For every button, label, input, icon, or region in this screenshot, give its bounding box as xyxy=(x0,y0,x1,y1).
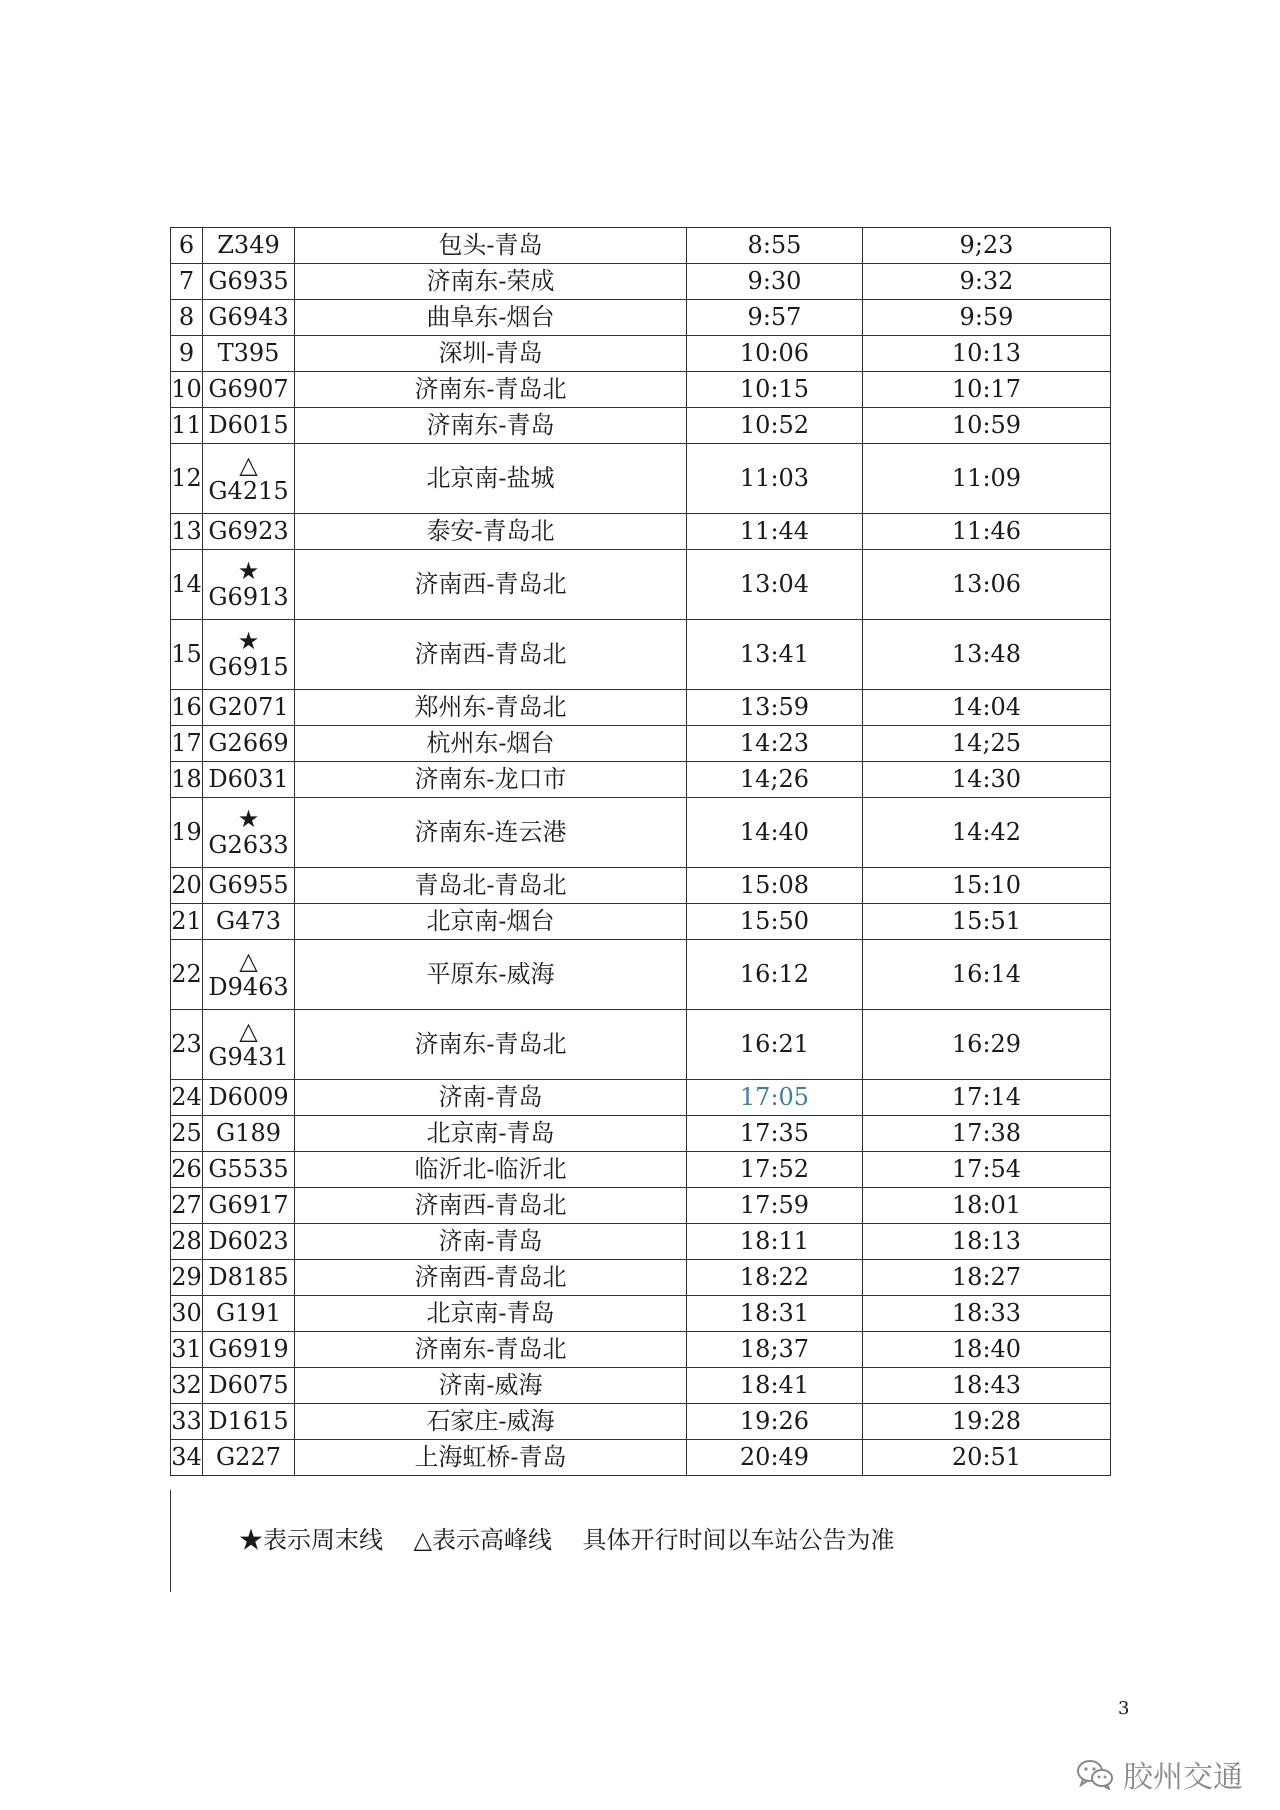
departure-time: 9:59 xyxy=(863,300,1111,336)
table-row xyxy=(171,940,1111,1010)
train-number-cell xyxy=(203,1440,295,1476)
route: 北京南-盐城 xyxy=(295,444,687,514)
weekend-star-icon: ★ xyxy=(237,804,260,833)
departure-time: 17:54 xyxy=(863,1152,1111,1188)
arrival-time: 8:55 xyxy=(687,228,863,264)
weekend-star-icon: ★ xyxy=(237,626,260,655)
row-number: 11 xyxy=(171,408,203,444)
train-number-cell xyxy=(203,1010,295,1080)
route: 上海虹桥-青岛 xyxy=(295,1440,687,1476)
route: 济南东-青岛 xyxy=(295,408,687,444)
route: 济南东-连云港 xyxy=(295,798,687,868)
row-number: 34 xyxy=(171,1440,203,1476)
train-number: G2669 xyxy=(208,729,289,758)
train-number: G227 xyxy=(216,1443,281,1472)
row-number: 25 xyxy=(171,1116,203,1152)
table-row xyxy=(171,690,1111,726)
train-number: G191 xyxy=(216,1299,281,1328)
train-number: D6075 xyxy=(208,1371,289,1400)
row-number: 26 xyxy=(171,1152,203,1188)
train-number-cell xyxy=(203,514,295,550)
departure-time: 19:28 xyxy=(863,1404,1111,1440)
train-number: D9463 xyxy=(208,972,289,1001)
arrival-time: 10:52 xyxy=(687,408,863,444)
table-row xyxy=(171,1116,1111,1152)
departure-time: 11:46 xyxy=(863,514,1111,550)
departure-time: 18:43 xyxy=(863,1368,1111,1404)
train-number: G6915 xyxy=(208,652,289,681)
train-number-cell xyxy=(203,550,295,620)
departure-time: 10:17 xyxy=(863,372,1111,408)
table-row xyxy=(171,300,1111,336)
arrival-time: 13:59 xyxy=(687,690,863,726)
departure-time: 18:33 xyxy=(863,1296,1111,1332)
route: 济南东-荣成 xyxy=(295,264,687,300)
row-number: 30 xyxy=(171,1296,203,1332)
arrival-time: 18:31 xyxy=(687,1296,863,1332)
table-row xyxy=(171,444,1111,514)
departure-time: 10:59 xyxy=(863,408,1111,444)
arrival-time: 17:52 xyxy=(687,1152,863,1188)
train-number-cell xyxy=(203,336,295,372)
train-number: G6955 xyxy=(208,871,289,900)
departure-time: 18:13 xyxy=(863,1224,1111,1260)
arrival-time: 11:03 xyxy=(687,444,863,514)
train-number-cell xyxy=(203,1404,295,1440)
arrival-time: 15:08 xyxy=(687,868,863,904)
table-row xyxy=(171,1224,1111,1260)
arrival-time: 9:30 xyxy=(687,264,863,300)
arrival-time: 18:41 xyxy=(687,1368,863,1404)
row-number: 21 xyxy=(171,904,203,940)
table-row xyxy=(171,336,1111,372)
train-number: G9431 xyxy=(208,1042,289,1071)
table-row xyxy=(171,1260,1111,1296)
arrival-time: 17:59 xyxy=(687,1188,863,1224)
arrival-time: 10:15 xyxy=(687,372,863,408)
train-number-cell xyxy=(203,300,295,336)
table-row xyxy=(171,1404,1111,1440)
route: 郑州东-青岛北 xyxy=(295,690,687,726)
table-row xyxy=(171,228,1111,264)
train-number: G473 xyxy=(216,907,281,936)
row-number: 17 xyxy=(171,726,203,762)
train-number-cell xyxy=(203,726,295,762)
arrival-time: 16:21 xyxy=(687,1010,863,1080)
row-number: 15 xyxy=(171,620,203,690)
arrival-time: 18:22 xyxy=(687,1260,863,1296)
row-number: 24 xyxy=(171,1080,203,1116)
departure-time: 18:01 xyxy=(863,1188,1111,1224)
arrival-time: 13:41 xyxy=(687,620,863,690)
train-number: D6015 xyxy=(208,411,289,440)
route: 包头-青岛 xyxy=(295,228,687,264)
arrival-time: 18:11 xyxy=(687,1224,863,1260)
route: 济南东-青岛北 xyxy=(295,1010,687,1080)
train-number: G4215 xyxy=(208,476,289,505)
train-number: D6023 xyxy=(208,1227,289,1256)
weekend-star-icon: ★ xyxy=(237,556,260,585)
departure-time: 9:32 xyxy=(863,264,1111,300)
row-number: 10 xyxy=(171,372,203,408)
train-number: T395 xyxy=(217,339,280,368)
table-row xyxy=(171,1188,1111,1224)
table-row xyxy=(171,1010,1111,1080)
route: 深圳-青岛 xyxy=(295,336,687,372)
departure-time: 10:13 xyxy=(863,336,1111,372)
departure-time: 18:40 xyxy=(863,1332,1111,1368)
train-number-cell xyxy=(203,408,295,444)
arrival-time: 20:49 xyxy=(687,1440,863,1476)
train-number-cell xyxy=(203,620,295,690)
route: 北京南-烟台 xyxy=(295,904,687,940)
route: 济南东-青岛北 xyxy=(295,372,687,408)
table-row xyxy=(171,1080,1111,1116)
table-row xyxy=(171,798,1111,868)
train-number-cell xyxy=(203,690,295,726)
row-number: 13 xyxy=(171,514,203,550)
train-number-cell xyxy=(203,1188,295,1224)
train-number-cell xyxy=(203,444,295,514)
train-number: D6009 xyxy=(208,1083,289,1112)
train-number: D6031 xyxy=(208,765,289,794)
train-number-cell xyxy=(203,264,295,300)
departure-time: 16:14 xyxy=(863,940,1111,1010)
peak-triangle-icon: △ xyxy=(239,946,258,975)
arrival-time: 18;37 xyxy=(687,1332,863,1368)
arrival-time: 14:23 xyxy=(687,726,863,762)
table-row xyxy=(171,408,1111,444)
train-number-cell xyxy=(203,1152,295,1188)
row-number: 28 xyxy=(171,1224,203,1260)
train-number-cell xyxy=(203,372,295,408)
route: 济南西-青岛北 xyxy=(295,1260,687,1296)
train-number-cell xyxy=(203,762,295,798)
peak-triangle-icon: △ xyxy=(239,450,258,479)
route: 临沂北-临沂北 xyxy=(295,1152,687,1188)
row-number: 6 xyxy=(171,228,203,264)
departure-time: 17:14 xyxy=(863,1080,1111,1116)
row-number: 27 xyxy=(171,1188,203,1224)
train-number: G2071 xyxy=(208,693,289,722)
legend-note: ★表示周末线 △表示高峰线 具体开行时间以车站公告为准 xyxy=(239,1526,895,1554)
row-number: 19 xyxy=(171,798,203,868)
train-number: G189 xyxy=(216,1119,281,1148)
train-number: G6917 xyxy=(208,1191,289,1220)
train-number-cell xyxy=(203,1080,295,1116)
route: 济南西-青岛北 xyxy=(295,620,687,690)
row-number: 9 xyxy=(171,336,203,372)
table-row xyxy=(171,762,1111,798)
route: 石家庄-威海 xyxy=(295,1404,687,1440)
row-number: 18 xyxy=(171,762,203,798)
table-row xyxy=(171,868,1111,904)
route: 济南西-青岛北 xyxy=(295,1188,687,1224)
departure-time: 9;23 xyxy=(863,228,1111,264)
route: 平原东-威海 xyxy=(295,940,687,1010)
route: 济南西-青岛北 xyxy=(295,550,687,620)
departure-time: 16:29 xyxy=(863,1010,1111,1080)
train-number-cell xyxy=(203,940,295,1010)
row-number: 20 xyxy=(171,868,203,904)
train-number: G6935 xyxy=(208,267,289,296)
arrival-time: 15:50 xyxy=(687,904,863,940)
footer-box xyxy=(170,1490,1111,1592)
departure-time: 14:30 xyxy=(863,762,1111,798)
arrival-time: 14;26 xyxy=(687,762,863,798)
row-number: 32 xyxy=(171,1368,203,1404)
table-row xyxy=(171,1332,1111,1368)
departure-time: 17:38 xyxy=(863,1116,1111,1152)
train-number: G6907 xyxy=(208,375,289,404)
route: 杭州东-烟台 xyxy=(295,726,687,762)
table-row xyxy=(171,1440,1111,1476)
table-row xyxy=(171,264,1111,300)
table-row xyxy=(171,372,1111,408)
watermark-text: 胶州交通 xyxy=(1123,1760,1243,1795)
train-number: G5535 xyxy=(208,1155,289,1184)
route: 曲阜东-烟台 xyxy=(295,300,687,336)
departure-time: 14:42 xyxy=(863,798,1111,868)
arrival-time: 17:05 xyxy=(687,1080,863,1116)
table-row xyxy=(171,1368,1111,1404)
arrival-time: 11:44 xyxy=(687,514,863,550)
train-number-cell xyxy=(203,1224,295,1260)
train-number: G2633 xyxy=(208,830,289,859)
row-number: 8 xyxy=(171,300,203,336)
row-number: 12 xyxy=(171,444,203,514)
arrival-time: 14:40 xyxy=(687,798,863,868)
departure-time: 14;25 xyxy=(863,726,1111,762)
table-row xyxy=(171,1296,1111,1332)
train-number-cell xyxy=(203,1116,295,1152)
arrival-time: 9:57 xyxy=(687,300,863,336)
arrival-time: 17:35 xyxy=(687,1116,863,1152)
arrival-time: 19:26 xyxy=(687,1404,863,1440)
watermark xyxy=(1075,1752,1243,1796)
row-number: 7 xyxy=(171,264,203,300)
table-row xyxy=(171,550,1111,620)
train-number-cell xyxy=(203,904,295,940)
row-number: 14 xyxy=(171,550,203,620)
row-number: 31 xyxy=(171,1332,203,1368)
train-number-cell xyxy=(203,798,295,868)
schedule-body xyxy=(171,228,1111,1476)
route: 济南-青岛 xyxy=(295,1224,687,1260)
table-row xyxy=(171,904,1111,940)
wechat-icon xyxy=(1075,1758,1115,1790)
departure-time: 11:09 xyxy=(863,444,1111,514)
route: 北京南-青岛 xyxy=(295,1116,687,1152)
departure-time: 14:04 xyxy=(863,690,1111,726)
train-number-cell xyxy=(203,228,295,264)
row-number: 16 xyxy=(171,690,203,726)
row-number: 23 xyxy=(171,1010,203,1080)
train-number: G6923 xyxy=(208,517,289,546)
train-number-cell xyxy=(203,1368,295,1404)
route: 泰安-青岛北 xyxy=(295,514,687,550)
departure-time: 15:10 xyxy=(863,868,1111,904)
table-row xyxy=(171,514,1111,550)
train-number: G6913 xyxy=(208,582,289,611)
route: 北京南-青岛 xyxy=(295,1296,687,1332)
departure-time: 18:27 xyxy=(863,1260,1111,1296)
arrival-time: 10:06 xyxy=(687,336,863,372)
train-number: Z349 xyxy=(217,231,280,260)
departure-time: 13:06 xyxy=(863,550,1111,620)
departure-time: 20:51 xyxy=(863,1440,1111,1476)
departure-time: 15:51 xyxy=(863,904,1111,940)
train-number: D8185 xyxy=(208,1263,289,1292)
route: 济南东-青岛北 xyxy=(295,1332,687,1368)
train-number-cell xyxy=(203,1332,295,1368)
train-number: D1615 xyxy=(208,1407,289,1436)
route: 济南东-龙口市 xyxy=(295,762,687,798)
departure-time: 13:48 xyxy=(863,620,1111,690)
table-row xyxy=(171,726,1111,762)
peak-triangle-icon: △ xyxy=(239,1016,258,1045)
row-number: 29 xyxy=(171,1260,203,1296)
row-number: 22 xyxy=(171,940,203,1010)
table-row xyxy=(171,620,1111,690)
route: 青岛北-青岛北 xyxy=(295,868,687,904)
train-number: G6919 xyxy=(208,1335,289,1364)
arrival-time: 13:04 xyxy=(687,550,863,620)
page-number: 3 xyxy=(1118,1698,1130,1719)
arrival-time: 16:12 xyxy=(687,940,863,1010)
train-number-cell xyxy=(203,868,295,904)
route: 济南-青岛 xyxy=(295,1080,687,1116)
train-number-cell xyxy=(203,1260,295,1296)
train-number: G6943 xyxy=(208,303,289,332)
table-row xyxy=(171,1152,1111,1188)
route: 济南-威海 xyxy=(295,1368,687,1404)
row-number: 33 xyxy=(171,1404,203,1440)
schedule-table xyxy=(170,227,1111,1476)
train-number-cell xyxy=(203,1296,295,1332)
